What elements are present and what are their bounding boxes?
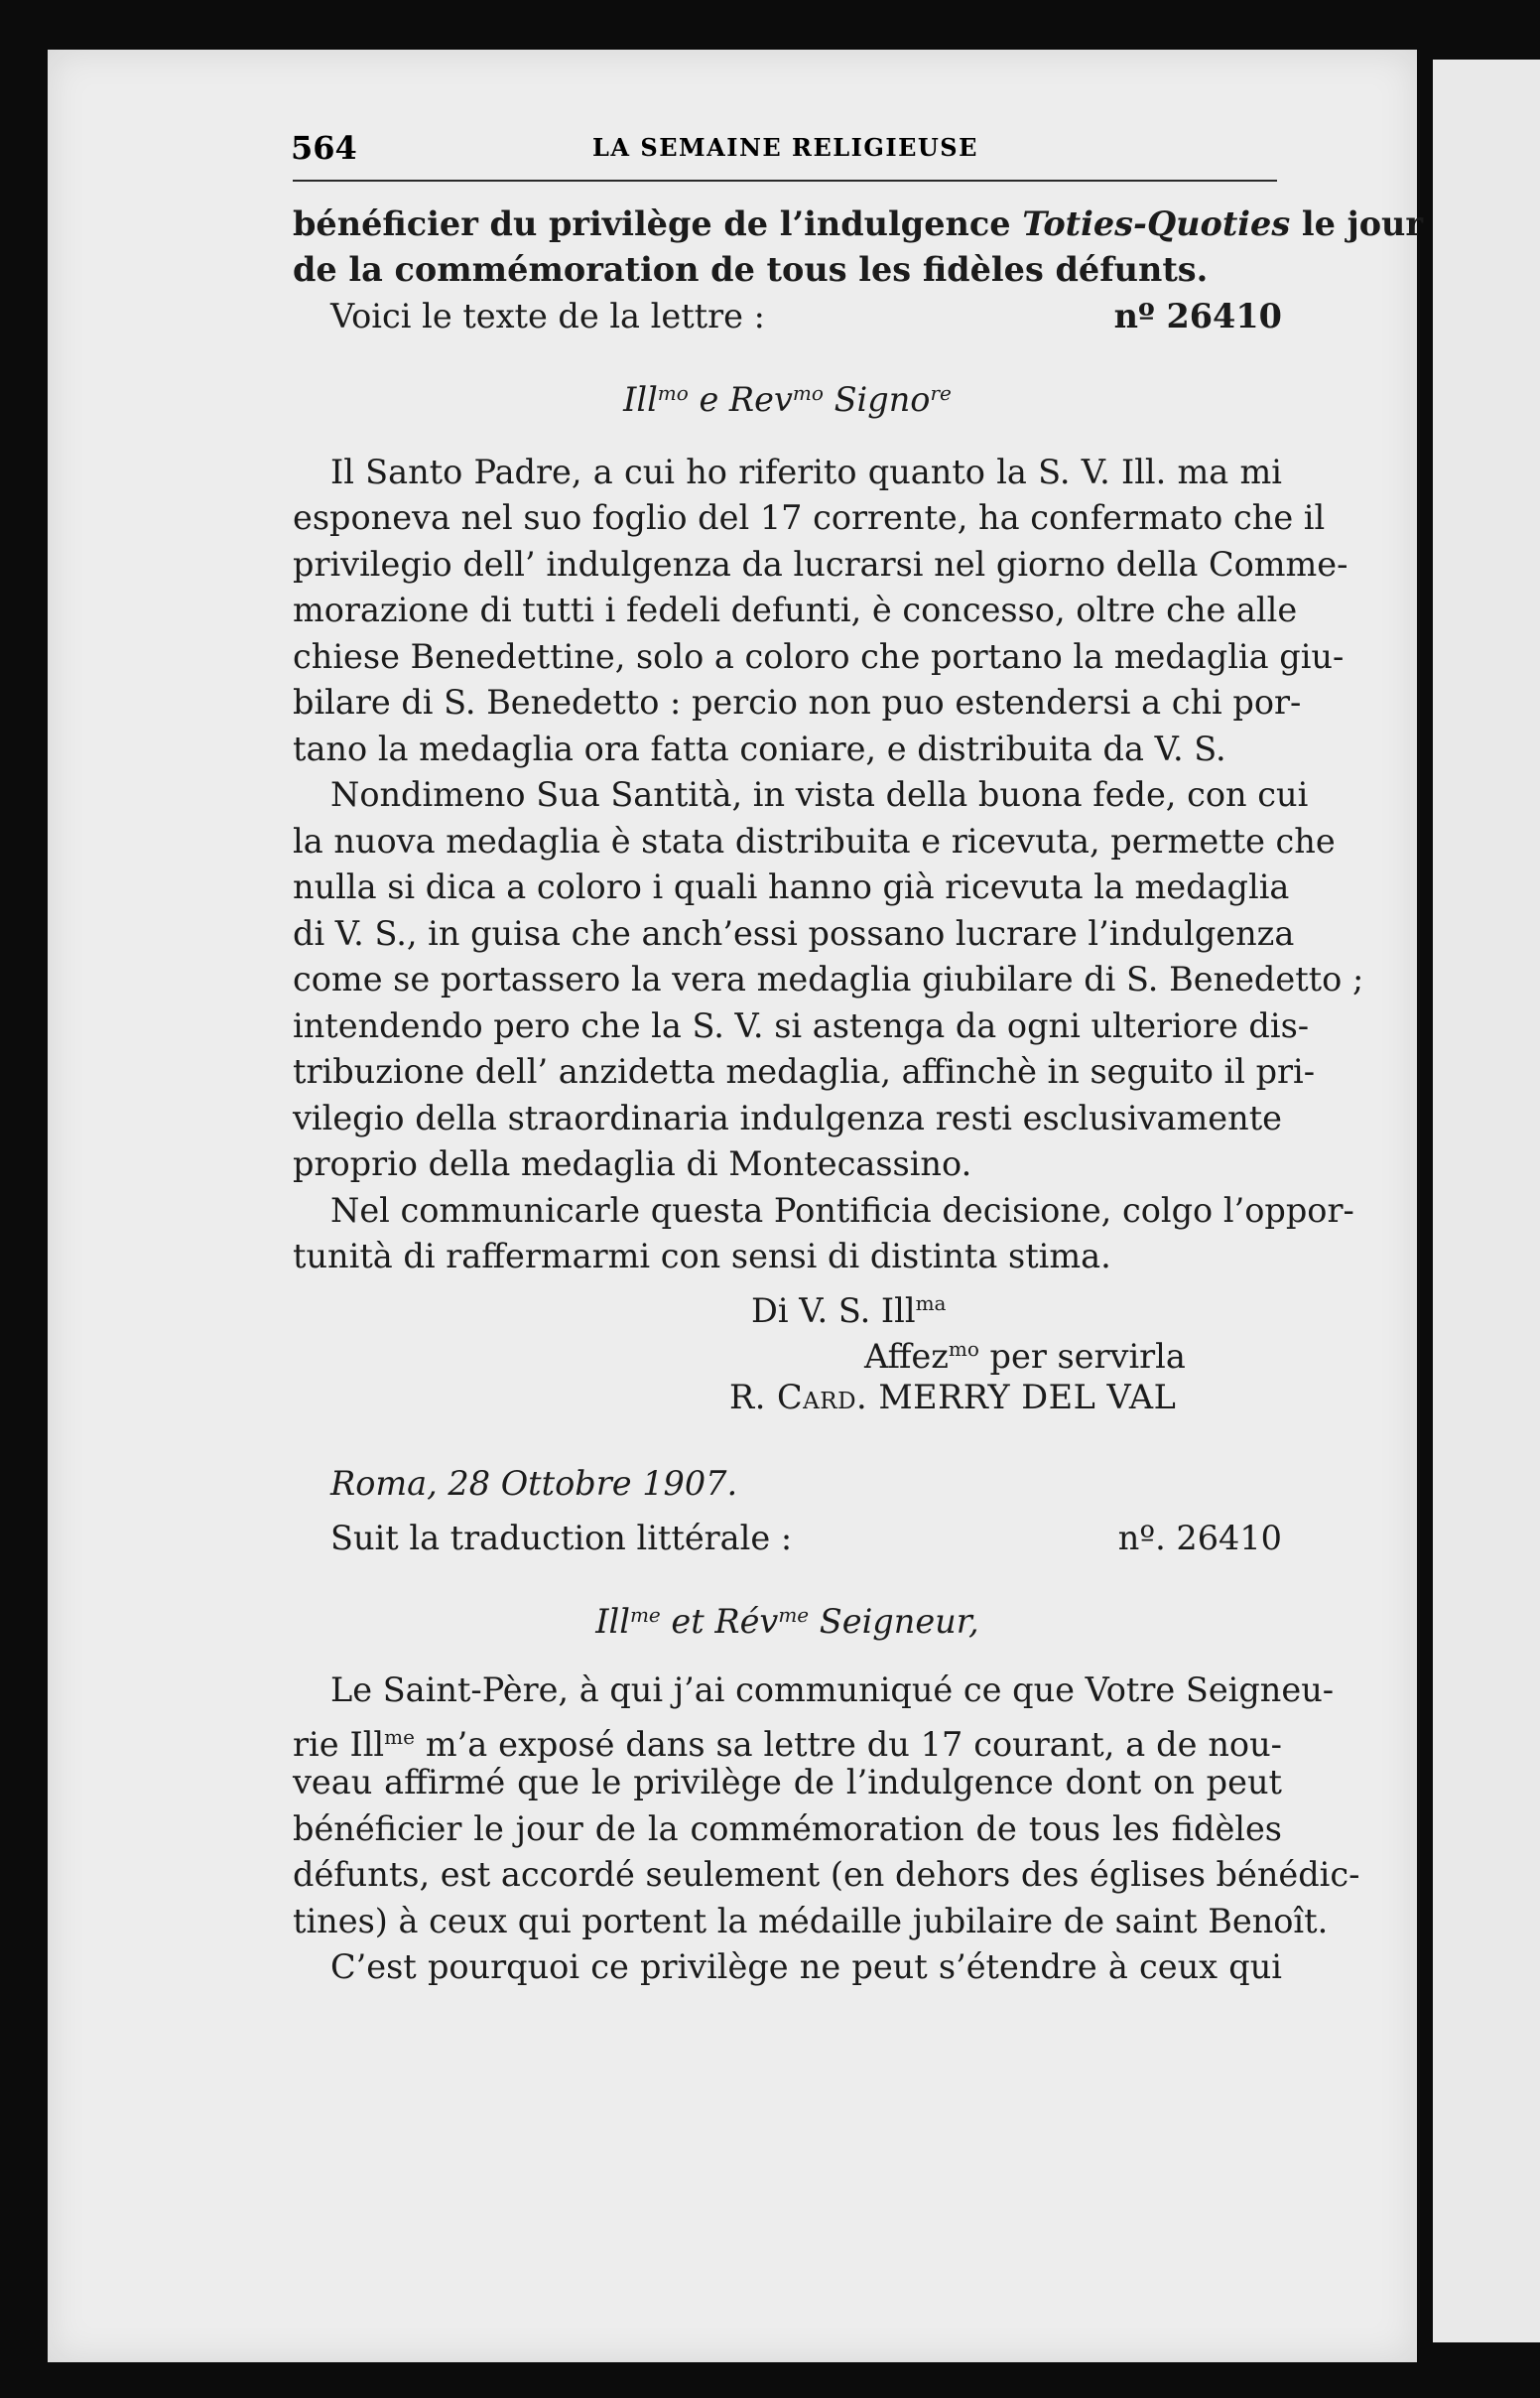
text-line: Nel communicarle questa Pontificia decisione, colgo l’oppor-	[330, 1191, 1354, 1230]
text-line: tines) à ceux qui portent la médaille jubilaire de saint Benoît.	[293, 1902, 1329, 1940]
closing-line: Di V. S. Ill$^{ma}$	[751, 1291, 947, 1330]
running-title: LA SEMAINE RELIGIEUSE	[592, 133, 978, 162]
text-line: come se portassero la vera medaglia giubilare di S. Benedetto ;	[293, 960, 1364, 999]
page-header	[291, 129, 1280, 169]
adjacent-page-edge	[1433, 60, 1540, 2342]
text-line: défunts, est accordé seulement (en dehors des églises bénédic-	[293, 1855, 1360, 1894]
page-number: 564	[291, 129, 357, 167]
text-line: bénéficier le jour de la commémoration de tous les fidèles	[293, 1809, 1282, 1848]
text-line: bénéficier du privilège de l’indulgence Toties-Quoties le jour	[293, 204, 1424, 243]
text-line: Le Saint-Père, à qui j’ai communiqué ce que Votre Seigneu-	[330, 1670, 1335, 1709]
text-line: de la commémoration de tous les fidèles défunts.	[293, 250, 1209, 289]
text-line: C’est pourquoi ce privilège ne peut s’étendre à ceux qui	[330, 1947, 1282, 1986]
signature: R. Card. MERRY DEL VAL	[729, 1378, 1177, 1416]
text-line: chiese Benedettine, solo a coloro che portano la medaglia giu-	[293, 637, 1345, 676]
text-line: Suit la traduction littérale : nº. 26410	[330, 1519, 1282, 1557]
text-line: tunità di raffermarmi con sensi di distinta stima.	[293, 1237, 1111, 1275]
text-line: rie Ill$^{me}$ m’a exposé dans sa lettre du 17 courant, a de nou-	[293, 1725, 1282, 1764]
closing-line: Affez$^{mo}$ per servirla	[864, 1337, 1186, 1376]
header-rule	[293, 180, 1277, 182]
text-line: vilegio della straordinaria indulgenza resti esclusivamente	[293, 1099, 1282, 1137]
text-line: morazione di tutti i fedeli defunti, è concesso, oltre che alle	[293, 591, 1298, 629]
text-line: Il Santo Padre, a cui ho riferito quanto la S. V. Ill. ma mi	[330, 453, 1282, 491]
text-line: Nondimeno Sua Santità, in vista della buona fede, con cui	[330, 775, 1309, 814]
text-line: la nuova medaglia è stata distribuita e ricevuta, permette che	[293, 822, 1336, 861]
text-line: tribuzione dell’ anzidetta medaglia, affinchè in seguito il pri-	[293, 1052, 1316, 1091]
text-line: bilare di S. Benedetto : percio non puo estendersi a chi por-	[293, 683, 1302, 722]
italian-salutation: Ill$^{mo}$ e Rev$^{mo}$ Signo$^{re}$	[623, 380, 952, 419]
text-line: Voici le texte de la lettre : nº 26410	[330, 297, 1282, 335]
text-line: di V. S., in guisa che anch’essi possano lucrare l’indulgenza	[293, 914, 1295, 953]
text-line: intendendo pero che la S. V. si astenga da ogni ulteriore dis-	[293, 1006, 1310, 1045]
french-salutation: Ill$^{me}$ et Rév$^{me}$ Seigneur,	[595, 1602, 979, 1641]
text-line: privilegio dell’ indulgenza da lucrarsi nel giorno della Comme-	[293, 545, 1348, 584]
date-line: Roma, 28 Ottobre 1907.	[330, 1464, 738, 1503]
text-line: proprio della medaglia di Montecassino.	[293, 1144, 972, 1183]
text-line: nulla si dica a coloro i quali hanno già ricevuta la medaglia	[293, 867, 1290, 906]
text-line: tano la medaglia ora fatta coniare, e distribuita da V. S.	[293, 730, 1226, 768]
text-line: veau affirmé que le privilège de l’indulgence dont on peut	[293, 1763, 1282, 1801]
text-line: esponeva nel suo foglio del 17 corrente, ha confermato che il	[293, 498, 1326, 537]
